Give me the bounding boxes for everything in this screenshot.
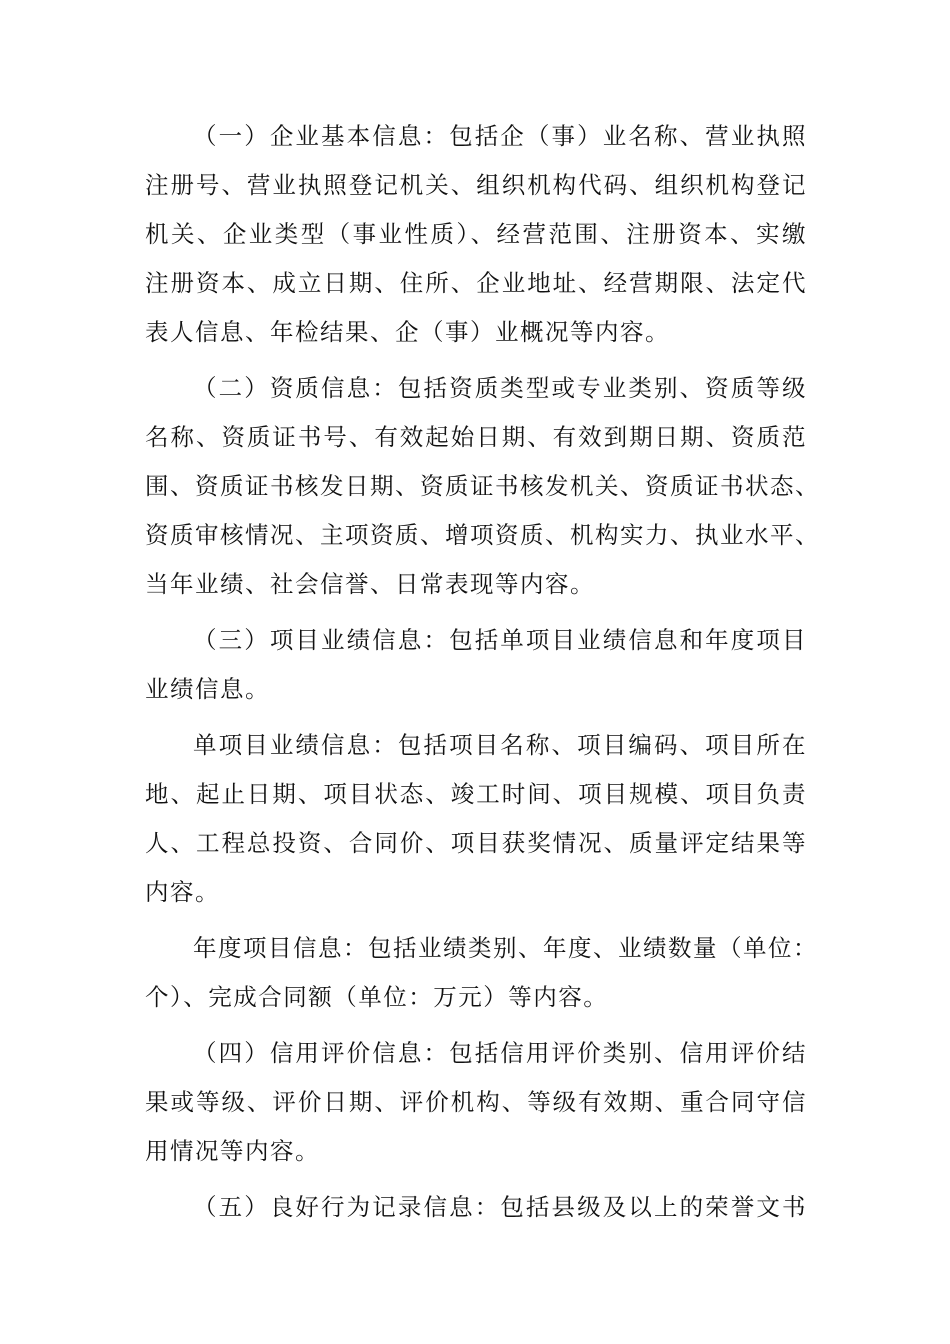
text-line: （二）资质信息：包括资质类型或专业类别、资质等级 <box>193 374 807 402</box>
text-line: 地、起止日期、项目状态、竣工时间、项目规模、项目负责 <box>145 780 807 808</box>
text-line: 个）、完成合同额（单位：万元）等内容。 <box>145 983 609 1011</box>
paragraph-project-performance-info <box>145 616 807 714</box>
paragraph-qualification-info <box>145 364 820 609</box>
paragraph-gap <box>145 1022 807 1029</box>
text-line: 注册资本、成立日期、住所、企业地址、经营期限、法定代 <box>145 269 807 297</box>
text-line: 资质审核情况、主项资质、增项资质、机构实力、执业水平、 <box>145 521 820 549</box>
text-line: 业绩信息。 <box>145 675 270 703</box>
text-line: （五）良好行为记录信息：包括县级及以上的荣誉文书 <box>193 1193 807 1221</box>
text-line: （四）信用评价信息：包括信用评价类别、信用评价结 <box>193 1039 807 1067</box>
document-body <box>145 112 820 1232</box>
text-line: 当年业绩、社会信誉、日常表现等内容。 <box>145 570 595 598</box>
paragraph-gap <box>145 917 807 924</box>
text-line: 内容。 <box>145 878 220 906</box>
paragraph-credit-evaluation-info <box>145 1029 807 1176</box>
text-line: （三）项目业绩信息：包括单项目业绩信息和年度项目 <box>193 626 807 654</box>
paragraph-good-behavior-record-info <box>145 1183 807 1232</box>
paragraph-gap <box>145 609 807 616</box>
paragraph-gap <box>145 1176 807 1183</box>
paragraph-gap <box>145 357 807 364</box>
paragraph-annual-project-info <box>145 924 818 1022</box>
text-line: 机关、企业类型（事业性质）、经营范围、注册资本、实缴 <box>145 220 807 248</box>
text-line: 果或等级、评价日期、评价机构、等级有效期、重合同守信 <box>145 1088 807 1116</box>
text-line: 表人信息、年检结果、企（事）业概况等内容。 <box>145 318 670 346</box>
paragraph-enterprise-basic-info <box>145 112 807 357</box>
text-line: 年度项目信息：包括业绩类别、年度、业绩数量（单位： <box>193 934 818 962</box>
text-line: 用情况等内容。 <box>145 1137 320 1165</box>
text-line: 人、工程总投资、合同价、项目获奖情况、质量评定结果等 <box>145 829 807 857</box>
text-line: 注册号、营业执照登记机关、组织机构代码、组织机构登记 <box>145 171 807 199</box>
text-line: （一）企业基本信息：包括企（事）业名称、营业执照 <box>193 122 807 150</box>
paragraph-gap <box>145 714 807 721</box>
paragraph-single-project-info <box>145 721 807 917</box>
text-line: 围、资质证书核发日期、资质证书核发机关、资质证书状态、 <box>145 472 820 500</box>
text-line: 名称、资质证书号、有效起始日期、有效到期日期、资质范 <box>145 423 807 451</box>
text-line: 单项目业绩信息：包括项目名称、项目编码、项目所在 <box>193 731 807 759</box>
